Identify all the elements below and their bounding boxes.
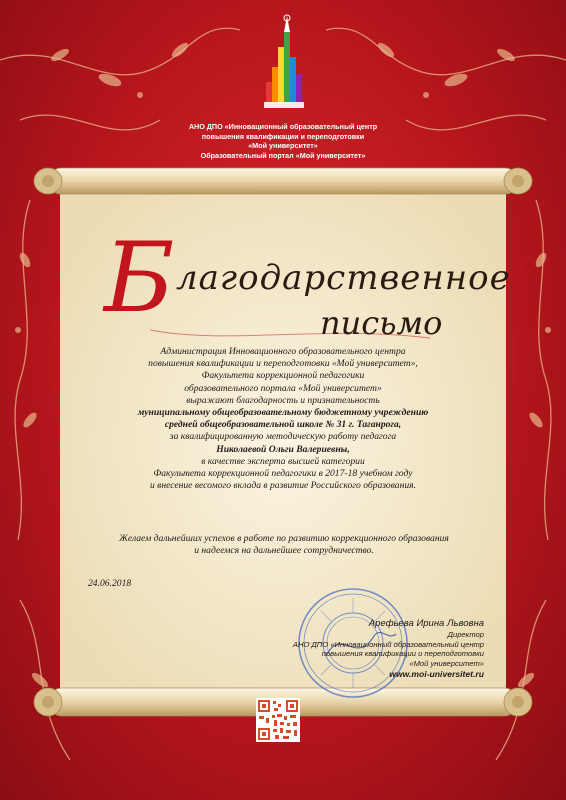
body-line: Факультета коррекционной педагогики в 2017-18 учебном году [153,468,413,480]
body-line: образовательного портала «Мой университет» [184,382,382,394]
signer-org-line: АНО ДПО «Инновационный образовательный центр [292,639,484,649]
recipient-name: Николаевой Ольги Валериевны, [216,443,350,455]
recipient-institution-line: муниципальному общеобразовательному бюджетному учреждению [137,407,429,419]
website-link[interactable]: www.moi-universitet.ru [389,669,484,679]
org-header-line: повышения квалификации и переподготовки [201,131,365,141]
org-header-line: АНО ДПО «Инновационный образовательный центр [188,122,378,131]
body-line: за квалифицированную методическую работу педагога [169,431,397,443]
qr-code-icon[interactable] [256,698,300,742]
signature-block [268,618,484,681]
wishes-line: и надеемся на дальнейшее сотрудничество. [194,545,374,557]
org-header-line: «Мой университет» [248,141,318,150]
wishes-paragraph [84,533,484,557]
signer-org-line: повышения квалификации и переподготовки [321,649,484,658]
issue-date: 24.06.2018 [88,578,132,589]
signer-title: Директор [447,630,484,639]
signer-org-line: «Мой университет» [409,658,484,668]
signer-name: Арефьева Ирина Львовна [368,618,484,629]
recipient-institution-line: средней общеобразовательной школе № 31 г. Таганрога, [164,419,402,431]
wishes-line: Желаем дальнейших успехов в работе по развитию коррекционного образования [119,533,449,544]
body-line: выражают благодарность и признательность [186,394,380,406]
body-line: Администрация Инновационного образовательного центра [160,346,406,357]
body-line: и внесение весомого вклада в развитие Российского образования. [149,480,417,492]
title-first-line: лагодарственное [176,258,511,298]
title-second-line: письмо [320,304,443,342]
org-header-line: Образовательный портал «Мой университет» [200,150,366,160]
body-line: повышения квалификации и переподготовки «Мой университет», [148,358,418,370]
letter-body [90,346,476,492]
body-line: Факультета коррекционной педагогики [201,370,365,382]
body-line: в качестве эксперта высшей категории [201,455,365,467]
title-capital-letter: Б [104,222,175,334]
